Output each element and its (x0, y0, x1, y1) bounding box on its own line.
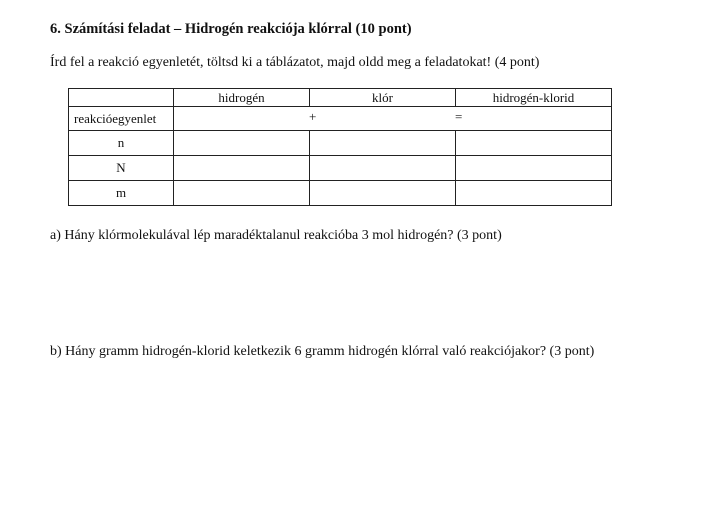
equation-answer-cell[interactable] (174, 107, 612, 131)
answer-cell[interactable] (174, 131, 310, 156)
plus-sign: + (309, 109, 317, 124)
task-title: 6. Számítási feladat – Hidrogén reakciója klórral (10 pont) (50, 21, 412, 37)
header-empty-cell (69, 89, 174, 107)
equation-row-label: reakcióegyenlet (69, 107, 174, 131)
table-row (69, 181, 612, 206)
table-header-row (69, 89, 612, 107)
header-hydrogen-chloride: hidrogén-klorid (456, 89, 612, 107)
table-row (69, 156, 612, 181)
header-chlorine: klór (310, 89, 456, 107)
reaction-table (68, 88, 612, 206)
equation-row (69, 107, 612, 131)
answer-cell[interactable] (310, 156, 456, 181)
answer-cell[interactable] (310, 131, 456, 156)
answer-cell[interactable] (174, 156, 310, 181)
table-row (69, 131, 612, 156)
equals-sign: = (455, 109, 463, 124)
answer-cell[interactable] (456, 131, 612, 156)
answer-cell[interactable] (310, 181, 456, 206)
answer-cell[interactable] (174, 181, 310, 206)
question-a: a) Hány klórmolekulával lép maradéktalanul reakcióba 3 mol hidrogén? (3 pont) (50, 228, 502, 243)
row-label-m: m (69, 181, 174, 206)
question-b: b) Hány gramm hidrogén-klorid keletkezik 6 gramm hidrogén klórral való reakciójakor? (3 pont) (50, 344, 595, 359)
answer-cell[interactable] (456, 181, 612, 206)
header-hydrogen: hidrogén (174, 89, 310, 107)
row-label-n: n (69, 131, 174, 156)
row-label-N: N (69, 156, 174, 181)
task-instruction: Írd fel a reakció egyenletét, töltsd ki a táblázatot, majd oldd meg a feladatokat! (4 pont) (50, 55, 540, 70)
answer-cell[interactable] (456, 156, 612, 181)
